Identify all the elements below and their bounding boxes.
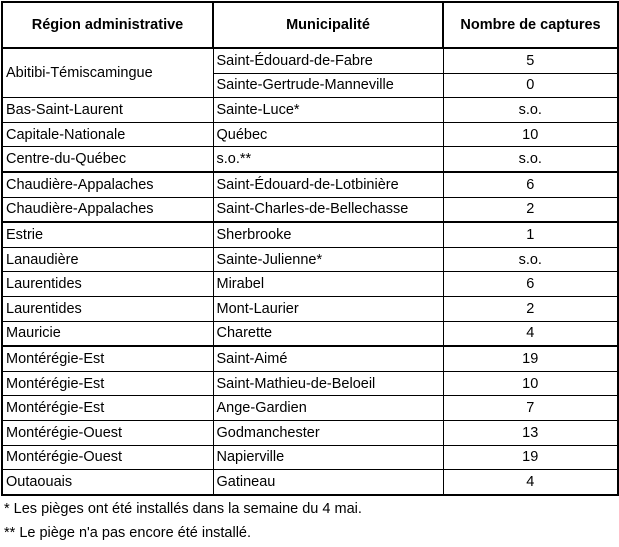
count-cell: 6 — [443, 272, 618, 297]
table-row — [2, 296, 618, 321]
municipality-cell: Godmanchester — [213, 420, 443, 445]
municipality-cell: Ange-Gardien — [213, 396, 443, 421]
region-cell: Centre-du-Québec — [2, 147, 213, 172]
count-cell: s.o. — [443, 98, 618, 123]
count-cell: 4 — [443, 321, 618, 346]
table-row — [2, 222, 618, 247]
table-row — [2, 470, 618, 495]
region-cell: Mauricie — [2, 321, 213, 346]
header-region: Région administrative — [2, 2, 213, 48]
table-row — [2, 396, 618, 421]
count-cell: 7 — [443, 396, 618, 421]
region-cell: Estrie — [2, 222, 213, 247]
count-cell: 10 — [443, 122, 618, 147]
table-row — [2, 445, 618, 470]
region-cell: Lanaudière — [2, 247, 213, 272]
table-row — [2, 272, 618, 297]
region-cell: Montérégie-Est — [2, 346, 213, 371]
table-row — [2, 172, 618, 197]
footnote-installation-week: * Les pièges ont été installés dans la semaine du 4 mai. — [4, 501, 362, 517]
region-cell: Montérégie-Est — [2, 396, 213, 421]
region-cell: Laurentides — [2, 272, 213, 297]
region-cell: Laurentides — [2, 296, 213, 321]
count-cell: 19 — [443, 346, 618, 371]
municipality-cell: Saint-Édouard-de-Fabre — [213, 48, 443, 73]
region-cell: Bas-Saint-Laurent — [2, 98, 213, 123]
count-cell: 4 — [443, 470, 618, 495]
table-row — [2, 321, 618, 346]
count-cell: s.o. — [443, 247, 618, 272]
region-cell: Chaudière-Appalaches — [2, 197, 213, 222]
region-cell: Montérégie-Est — [2, 371, 213, 396]
count-cell: 0 — [443, 73, 618, 98]
table-row — [2, 247, 618, 272]
count-cell: 10 — [443, 371, 618, 396]
captures-table — [1, 1, 619, 496]
municipality-cell: Sainte-Gertrude-Manneville — [213, 73, 443, 98]
count-cell: s.o. — [443, 147, 618, 172]
header-count: Nombre de captures — [443, 2, 618, 48]
table-row — [2, 346, 618, 371]
count-cell: 2 — [443, 197, 618, 222]
municipality-cell: Napierville — [213, 445, 443, 470]
municipality-cell: Sherbrooke — [213, 222, 443, 247]
municipality-cell: Gatineau — [213, 470, 443, 495]
municipality-cell: Saint-Aimé — [213, 346, 443, 371]
region-cell: Capitale-Nationale — [2, 122, 213, 147]
municipality-cell: Saint-Charles-de-Bellechasse — [213, 197, 443, 222]
table-row — [2, 98, 618, 123]
region-cell: Montérégie-Ouest — [2, 445, 213, 470]
table-row — [2, 197, 618, 222]
region-cell: Chaudière-Appalaches — [2, 172, 213, 197]
municipality-cell: Québec — [213, 122, 443, 147]
municipality-cell: s.o.** — [213, 147, 443, 172]
header-municipality: Municipalité — [213, 2, 443, 48]
municipality-cell: Mirabel — [213, 272, 443, 297]
table-row — [2, 371, 618, 396]
table-row — [2, 122, 618, 147]
count-cell: 6 — [443, 172, 618, 197]
region-cell: Abitibi-Témiscamingue — [2, 48, 213, 98]
count-cell: 13 — [443, 420, 618, 445]
region-cell: Montérégie-Ouest — [2, 420, 213, 445]
municipality-cell: Saint-Édouard-de-Lotbinière — [213, 172, 443, 197]
municipality-cell: Mont-Laurier — [213, 296, 443, 321]
table-row — [2, 48, 618, 73]
municipality-cell: Saint-Mathieu-de-Beloeil — [213, 371, 443, 396]
table-header-row — [2, 2, 618, 48]
municipality-cell: Charette — [213, 321, 443, 346]
municipality-cell: Sainte-Julienne* — [213, 247, 443, 272]
footnote-not-installed: ** Le piège n'a pas encore été installé. — [4, 525, 252, 541]
footnotes — [4, 497, 616, 545]
count-cell: 2 — [443, 296, 618, 321]
region-cell: Outaouais — [2, 470, 213, 495]
table-row — [2, 420, 618, 445]
count-cell: 1 — [443, 222, 618, 247]
table-row — [2, 147, 618, 172]
count-cell: 5 — [443, 48, 618, 73]
municipality-cell: Sainte-Luce* — [213, 98, 443, 123]
count-cell: 19 — [443, 445, 618, 470]
